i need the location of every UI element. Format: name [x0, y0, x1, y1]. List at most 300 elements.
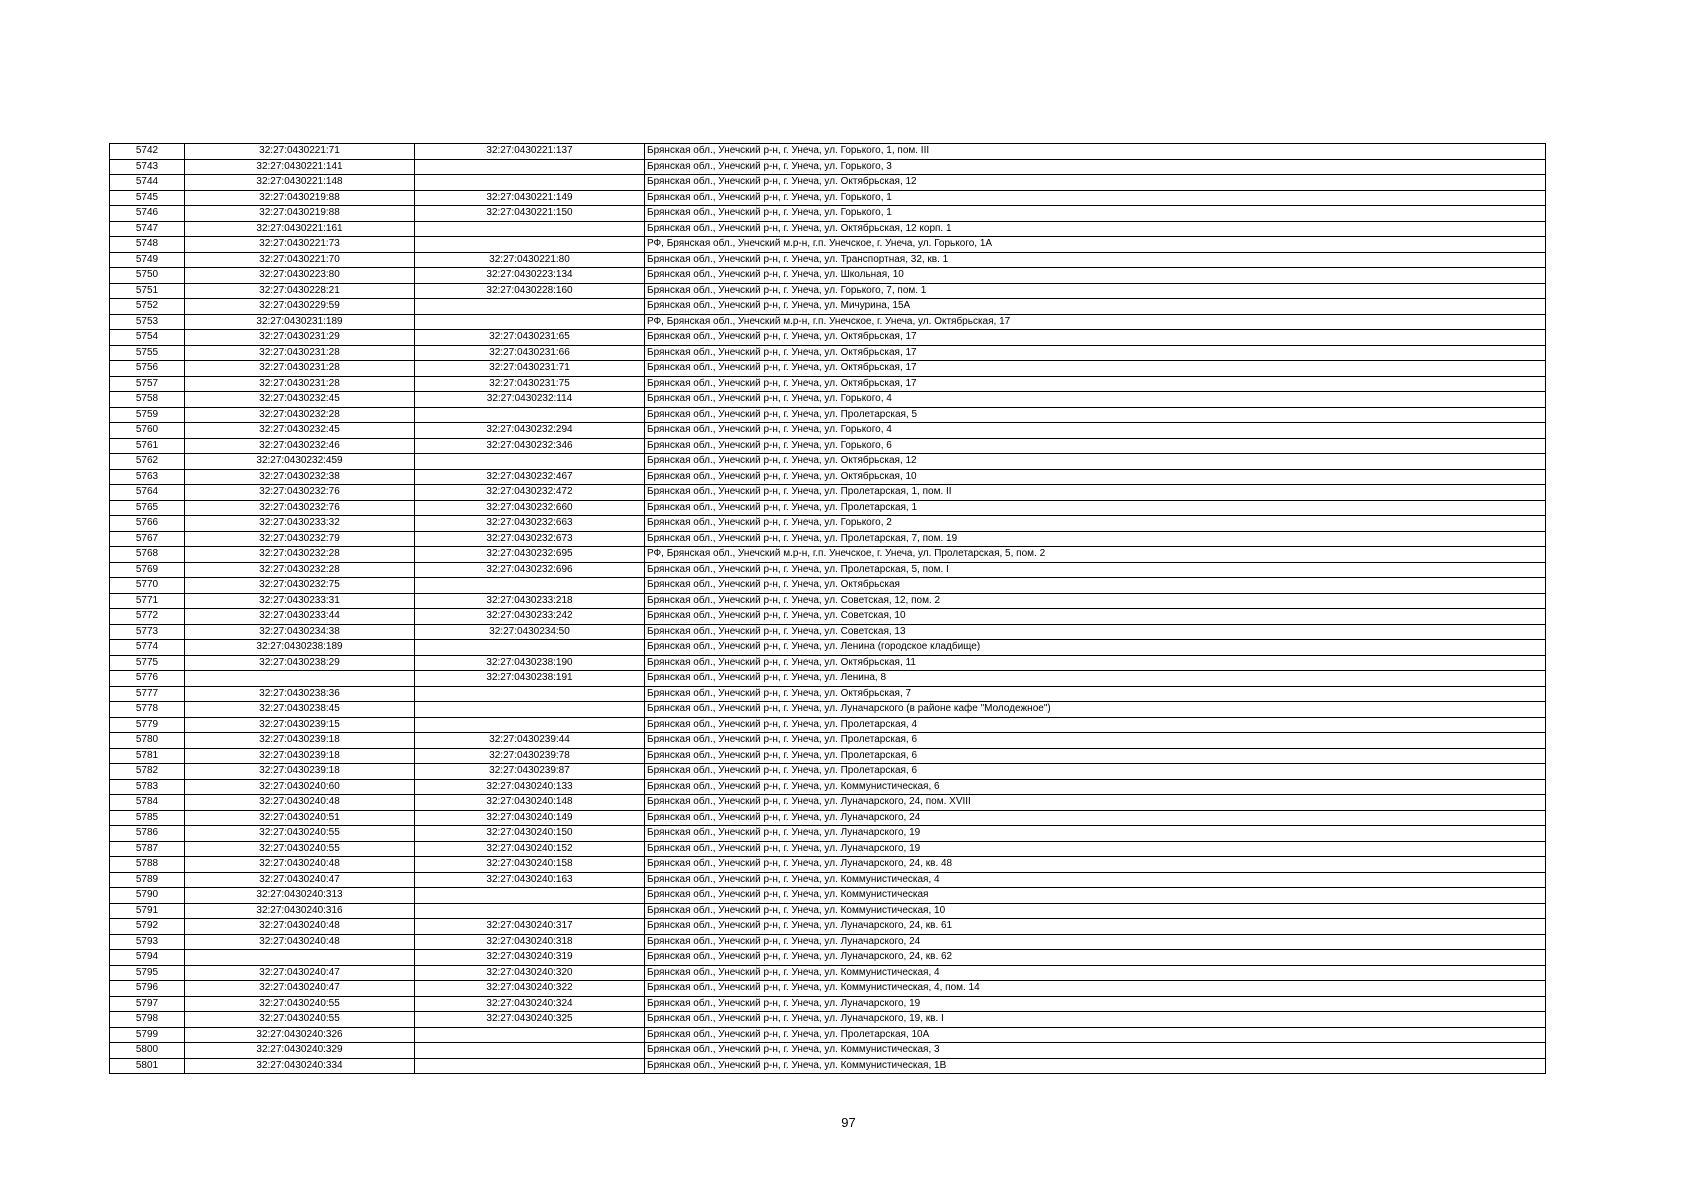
table-row [110, 500, 1546, 516]
table-row [110, 454, 1546, 470]
object-cadastral-cell: 32:27:0430231:75 [415, 376, 645, 392]
row-number-cell: 5768 [110, 547, 185, 563]
object-cadastral-cell [415, 314, 645, 330]
row-number-cell: 5758 [110, 392, 185, 408]
row-number-cell: 5782 [110, 764, 185, 780]
row-number-cell: 5794 [110, 950, 185, 966]
table-row [110, 609, 1546, 625]
table-row [110, 624, 1546, 640]
row-number-cell: 5789 [110, 872, 185, 888]
table-row [110, 547, 1546, 563]
row-number-cell: 5793 [110, 934, 185, 950]
address-cell: Брянская обл., Унечский р-н, г. Унеча, ул. Октябрьская, 7 [645, 686, 1546, 702]
row-number-cell: 5763 [110, 469, 185, 485]
parcel-cadastral-cell: 32:27:0430239:18 [185, 748, 415, 764]
address-cell: Брянская обл., Унечский р-н, г. Унеча, ул. Коммунистическая [645, 888, 1546, 904]
address-cell: Брянская обл., Унечский р-н, г. Унеча, ул. Мичурина, 15А [645, 299, 1546, 315]
parcel-cadastral-cell: 32:27:0430221:71 [185, 144, 415, 160]
parcel-cadastral-cell: 32:27:0430221:148 [185, 175, 415, 191]
parcel-cadastral-cell: 32:27:0430238:189 [185, 640, 415, 656]
address-cell: Брянская обл., Унечский р-н, г. Унеча, ул. Горького, 4 [645, 423, 1546, 439]
table-row [110, 159, 1546, 175]
object-cadastral-cell [415, 578, 645, 594]
address-cell: Брянская обл., Унечский р-н, г. Унеча, ул. Коммунистическая, 4 [645, 872, 1546, 888]
address-cell: Брянская обл., Унечский р-н, г. Унеча, ул. Октябрьская, 12 [645, 175, 1546, 191]
row-number-cell: 5778 [110, 702, 185, 718]
parcel-cadastral-cell: 32:27:0430219:88 [185, 190, 415, 206]
address-cell: Брянская обл., Унечский р-н, г. Унеча, ул. Пролетарская, 5, пом. I [645, 562, 1546, 578]
table-row [110, 950, 1546, 966]
parcel-cadastral-cell: 32:27:0430240:48 [185, 934, 415, 950]
address-cell: Брянская обл., Унечский р-н, г. Унеча, ул. Луначарского, 24, кв. 61 [645, 919, 1546, 935]
table-row [110, 1058, 1546, 1074]
table-row [110, 144, 1546, 160]
parcel-cadastral-cell: 32:27:0430232:28 [185, 407, 415, 423]
address-cell: Брянская обл., Унечский р-н, г. Унеча, ул. Коммунистическая, 4, пом. 14 [645, 981, 1546, 997]
address-cell: Брянская обл., Унечский р-н, г. Унеча, ул. Пролетарская, 6 [645, 733, 1546, 749]
parcel-cadastral-cell: 32:27:0430238:36 [185, 686, 415, 702]
parcel-cadastral-cell: 32:27:0430240:326 [185, 1027, 415, 1043]
object-cadastral-cell [415, 159, 645, 175]
row-number-cell: 5786 [110, 826, 185, 842]
row-number-cell: 5772 [110, 609, 185, 625]
row-number-cell: 5780 [110, 733, 185, 749]
table-row [110, 578, 1546, 594]
table-row [110, 841, 1546, 857]
row-number-cell: 5761 [110, 438, 185, 454]
row-number-cell: 5775 [110, 655, 185, 671]
address-cell: Брянская обл., Унечский р-н, г. Унеча, ул. Октябрьская, 17 [645, 330, 1546, 346]
parcel-cadastral-cell: 32:27:0430240:47 [185, 965, 415, 981]
object-cadastral-cell: 32:27:0430221:137 [415, 144, 645, 160]
table-row [110, 423, 1546, 439]
address-cell: Брянская обл., Унечский р-н, г. Унеча, ул. Горького, 1, пом. III [645, 144, 1546, 160]
address-cell: Брянская обл., Унечский р-н, г. Унеча, ул. Горького, 1 [645, 190, 1546, 206]
address-cell: РФ, Брянская обл., Унечский м.р-н, г.п. Унечское, г. Унеча, ул. Пролетарская, 5, пом. 2 [645, 547, 1546, 563]
row-number-cell: 5791 [110, 903, 185, 919]
table-row [110, 469, 1546, 485]
parcel-cadastral-cell: 32:27:0430239:15 [185, 717, 415, 733]
object-cadastral-cell: 32:27:0430234:50 [415, 624, 645, 640]
address-cell: Брянская обл., Унечский р-н, г. Унеча, ул. Горького, 3 [645, 159, 1546, 175]
row-number-cell: 5785 [110, 810, 185, 826]
address-cell: Брянская обл., Унечский р-н, г. Унеча, ул. Транспортная, 32, кв. 1 [645, 252, 1546, 268]
table-row [110, 702, 1546, 718]
row-number-cell: 5752 [110, 299, 185, 315]
table-row [110, 1027, 1546, 1043]
address-cell: Брянская обл., Унечский р-н, г. Унеча, ул. Луначарского, 24, кв. 62 [645, 950, 1546, 966]
table-row [110, 206, 1546, 222]
object-cadastral-cell: 32:27:0430233:218 [415, 593, 645, 609]
parcel-cadastral-cell: 32:27:0430231:28 [185, 345, 415, 361]
row-number-cell: 5747 [110, 221, 185, 237]
object-cadastral-cell: 32:27:0430231:71 [415, 361, 645, 377]
row-number-cell: 5773 [110, 624, 185, 640]
row-number-cell: 5784 [110, 795, 185, 811]
row-number-cell: 5770 [110, 578, 185, 594]
object-cadastral-cell: 32:27:0430228:160 [415, 283, 645, 299]
address-cell: Брянская обл., Унечский р-н, г. Унеча, ул. Луначарского, 19, кв. I [645, 1012, 1546, 1028]
table-row [110, 981, 1546, 997]
table-row [110, 562, 1546, 578]
parcel-cadastral-cell: 32:27:0430221:73 [185, 237, 415, 253]
table-row [110, 283, 1546, 299]
object-cadastral-cell: 32:27:0430240:150 [415, 826, 645, 842]
object-cadastral-cell [415, 1058, 645, 1074]
table-row [110, 376, 1546, 392]
row-number-cell: 5776 [110, 671, 185, 687]
parcel-cadastral-cell: 32:27:0430231:28 [185, 361, 415, 377]
table-row [110, 919, 1546, 935]
row-number-cell: 5757 [110, 376, 185, 392]
parcel-cadastral-cell: 32:27:0430239:18 [185, 733, 415, 749]
address-cell: Брянская обл., Унечский р-н, г. Унеча, ул. Октябрьская, 12 [645, 454, 1546, 470]
address-cell: Брянская обл., Унечский р-н, г. Унеча, ул. Горького, 1 [645, 206, 1546, 222]
object-cadastral-cell [415, 454, 645, 470]
parcel-cadastral-cell: 32:27:0430240:316 [185, 903, 415, 919]
object-cadastral-cell: 32:27:0430240:163 [415, 872, 645, 888]
parcel-cadastral-cell: 32:27:0430240:47 [185, 981, 415, 997]
table-row [110, 361, 1546, 377]
object-cadastral-cell: 32:27:0430232:663 [415, 516, 645, 532]
row-number-cell: 5781 [110, 748, 185, 764]
row-number-cell: 5753 [110, 314, 185, 330]
parcel-cadastral-cell: 32:27:0430232:459 [185, 454, 415, 470]
table-row [110, 221, 1546, 237]
object-cadastral-cell: 32:27:0430221:149 [415, 190, 645, 206]
row-number-cell: 5799 [110, 1027, 185, 1043]
parcel-cadastral-cell: 32:27:0430240:55 [185, 841, 415, 857]
row-number-cell: 5796 [110, 981, 185, 997]
address-cell: Брянская обл., Унечский р-н, г. Унеча, ул. Горького, 4 [645, 392, 1546, 408]
table-row [110, 392, 1546, 408]
object-cadastral-cell: 32:27:0430232:294 [415, 423, 645, 439]
table-row [110, 996, 1546, 1012]
table-row [110, 268, 1546, 284]
table-row [110, 640, 1546, 656]
table-row [110, 857, 1546, 873]
row-number-cell: 5765 [110, 500, 185, 516]
object-cadastral-cell: 32:27:0430239:87 [415, 764, 645, 780]
parcel-cadastral-cell: 32:27:0430233:31 [185, 593, 415, 609]
table-row [110, 671, 1546, 687]
object-cadastral-cell: 32:27:0430221:80 [415, 252, 645, 268]
parcel-cadastral-cell: 32:27:0430228:21 [185, 283, 415, 299]
parcel-cadastral-cell: 32:27:0430231:189 [185, 314, 415, 330]
object-cadastral-cell [415, 407, 645, 423]
row-number-cell: 5762 [110, 454, 185, 470]
table-row [110, 190, 1546, 206]
object-cadastral-cell: 32:27:0430232:114 [415, 392, 645, 408]
table-row [110, 593, 1546, 609]
address-cell: Брянская обл., Унечский р-н, г. Унеча, ул. Советская, 10 [645, 609, 1546, 625]
table-row [110, 1043, 1546, 1059]
row-number-cell: 5779 [110, 717, 185, 733]
object-cadastral-cell [415, 175, 645, 191]
object-cadastral-cell: 32:27:0430240:149 [415, 810, 645, 826]
table-row [110, 314, 1546, 330]
table-row [110, 903, 1546, 919]
object-cadastral-cell [415, 640, 645, 656]
row-number-cell: 5795 [110, 965, 185, 981]
parcel-cadastral-cell: 32:27:0430240:48 [185, 795, 415, 811]
parcel-cadastral-cell: 32:27:0430223:80 [185, 268, 415, 284]
row-number-cell: 5756 [110, 361, 185, 377]
row-number-cell: 5764 [110, 485, 185, 501]
parcel-cadastral-cell: 32:27:0430232:45 [185, 392, 415, 408]
table-row [110, 330, 1546, 346]
row-number-cell: 5767 [110, 531, 185, 547]
row-number-cell: 5783 [110, 779, 185, 795]
object-cadastral-cell: 32:27:0430232:673 [415, 531, 645, 547]
address-cell: Брянская обл., Унечский р-н, г. Унеча, ул. Пролетарская, 6 [645, 748, 1546, 764]
table-row [110, 485, 1546, 501]
address-cell: Брянская обл., Унечский р-н, г. Унеча, ул. Пролетарская, 10А [645, 1027, 1546, 1043]
parcel-cadastral-cell: 32:27:0430240:55 [185, 826, 415, 842]
row-number-cell: 5787 [110, 841, 185, 857]
row-number-cell: 5790 [110, 888, 185, 904]
table-row [110, 345, 1546, 361]
address-cell: Брянская обл., Унечский р-н, г. Унеча, ул. Октябрьская [645, 578, 1546, 594]
address-cell: Брянская обл., Унечский р-н, г. Унеча, ул. Ленина, 8 [645, 671, 1546, 687]
object-cadastral-cell [415, 702, 645, 718]
address-cell: Брянская обл., Унечский р-н, г. Унеча, ул. Октябрьская, 12 корп. 1 [645, 221, 1546, 237]
address-cell: Брянская обл., Унечский р-н, г. Унеча, ул. Горького, 6 [645, 438, 1546, 454]
address-cell: Брянская обл., Унечский р-н, г. Унеча, ул. Луначарского, 24 [645, 934, 1546, 950]
parcel-cadastral-cell [185, 671, 415, 687]
object-cadastral-cell [415, 1027, 645, 1043]
address-cell: Брянская обл., Унечский р-н, г. Унеча, ул. Октябрьская, 17 [645, 361, 1546, 377]
parcel-cadastral-cell: 32:27:0430240:313 [185, 888, 415, 904]
row-number-cell: 5750 [110, 268, 185, 284]
parcel-cadastral-cell: 32:27:0430240:55 [185, 996, 415, 1012]
table-row [110, 175, 1546, 191]
table-body [110, 144, 1546, 1074]
object-cadastral-cell: 32:27:0430239:44 [415, 733, 645, 749]
object-cadastral-cell: 32:27:0430240:152 [415, 841, 645, 857]
parcel-cadastral-cell: 32:27:0430221:161 [185, 221, 415, 237]
parcel-cadastral-cell: 32:27:0430238:45 [185, 702, 415, 718]
object-cadastral-cell: 32:27:0430240:320 [415, 965, 645, 981]
parcel-cadastral-cell: 32:27:0430221:70 [185, 252, 415, 268]
address-cell: Брянская обл., Унечский р-н, г. Унеча, ул. Пролетарская, 1 [645, 500, 1546, 516]
parcel-cadastral-cell: 32:27:0430231:29 [185, 330, 415, 346]
object-cadastral-cell: 32:27:0430240:158 [415, 857, 645, 873]
parcel-cadastral-cell: 32:27:0430240:48 [185, 919, 415, 935]
parcel-cadastral-cell: 32:27:0430229:59 [185, 299, 415, 315]
address-cell: Брянская обл., Унечский р-н, г. Унеча, ул. Луначарского, 19 [645, 841, 1546, 857]
object-cadastral-cell: 32:27:0430240:324 [415, 996, 645, 1012]
row-number-cell: 5771 [110, 593, 185, 609]
row-number-cell: 5774 [110, 640, 185, 656]
parcel-cadastral-cell: 32:27:0430240:55 [185, 1012, 415, 1028]
address-cell: Брянская обл., Унечский р-н, г. Унеча, ул. Пролетарская, 5 [645, 407, 1546, 423]
object-cadastral-cell: 32:27:0430232:472 [415, 485, 645, 501]
object-cadastral-cell [415, 888, 645, 904]
address-cell: Брянская обл., Унечский р-н, г. Унеча, ул. Коммунистическая, 4 [645, 965, 1546, 981]
parcel-cadastral-cell: 32:27:0430240:334 [185, 1058, 415, 1074]
address-cell: Брянская обл., Унечский р-н, г. Унеча, ул. Луначарского (в районе кафе "Молодежное") [645, 702, 1546, 718]
address-cell: Брянская обл., Унечский р-н, г. Унеча, ул. Пролетарская, 1, пом. II [645, 485, 1546, 501]
row-number-cell: 5744 [110, 175, 185, 191]
object-cadastral-cell: 32:27:0430232:346 [415, 438, 645, 454]
address-cell: Брянская обл., Унечский р-н, г. Унеча, ул. Октябрьская, 10 [645, 469, 1546, 485]
address-cell: РФ, Брянская обл., Унечский м.р-н, г.п. Унечское, г. Унеча, ул. Горького, 1А [645, 237, 1546, 253]
object-cadastral-cell [415, 237, 645, 253]
address-cell: Брянская обл., Унечский р-н, г. Унеча, ул. Пролетарская, 4 [645, 717, 1546, 733]
table-row [110, 516, 1546, 532]
parcel-cadastral-cell [185, 950, 415, 966]
object-cadastral-cell: 32:27:0430238:191 [415, 671, 645, 687]
parcel-cadastral-cell: 32:27:0430238:29 [185, 655, 415, 671]
address-cell: РФ, Брянская обл., Унечский м.р-н, г.п. Унечское, г. Унеча, ул. Октябрьская, 17 [645, 314, 1546, 330]
object-cadastral-cell [415, 903, 645, 919]
object-cadastral-cell: 32:27:0430240:148 [415, 795, 645, 811]
row-number-cell: 5746 [110, 206, 185, 222]
table-row [110, 872, 1546, 888]
table-row [110, 826, 1546, 842]
row-number-cell: 5788 [110, 857, 185, 873]
object-cadastral-cell [415, 299, 645, 315]
row-number-cell: 5792 [110, 919, 185, 935]
object-cadastral-cell: 32:27:0430240:317 [415, 919, 645, 935]
parcel-cadastral-cell: 32:27:0430219:88 [185, 206, 415, 222]
address-cell: Брянская обл., Унечский р-н, г. Унеча, ул. Октябрьская, 17 [645, 345, 1546, 361]
row-number-cell: 5754 [110, 330, 185, 346]
address-cell: Брянская обл., Унечский р-н, г. Унеча, ул. Пролетарская, 6 [645, 764, 1546, 780]
parcel-cadastral-cell: 32:27:0430240:48 [185, 857, 415, 873]
table-row [110, 795, 1546, 811]
object-cadastral-cell: 32:27:0430240:318 [415, 934, 645, 950]
row-number-cell: 5801 [110, 1058, 185, 1074]
parcel-cadastral-cell: 32:27:0430232:79 [185, 531, 415, 547]
parcel-cadastral-cell: 32:27:0430234:38 [185, 624, 415, 640]
table-row [110, 717, 1546, 733]
table-row [110, 733, 1546, 749]
address-cell: Брянская обл., Унечский р-н, г. Унеча, ул. Октябрьская, 11 [645, 655, 1546, 671]
object-cadastral-cell: 32:27:0430240:325 [415, 1012, 645, 1028]
table-row [110, 686, 1546, 702]
parcel-cadastral-cell: 32:27:0430240:329 [185, 1043, 415, 1059]
address-cell: Брянская обл., Унечский р-н, г. Унеча, ул. Советская, 13 [645, 624, 1546, 640]
address-cell: Брянская обл., Унечский р-н, г. Унеча, ул. Луначарского, 24, пом. XVIII [645, 795, 1546, 811]
address-cell: Брянская обл., Унечский р-н, г. Унеча, ул. Коммунистическая, 10 [645, 903, 1546, 919]
table-row [110, 888, 1546, 904]
parcel-cadastral-cell: 32:27:0430232:28 [185, 562, 415, 578]
object-cadastral-cell: 32:27:0430232:695 [415, 547, 645, 563]
parcel-cadastral-cell: 32:27:0430221:141 [185, 159, 415, 175]
table-row [110, 748, 1546, 764]
parcel-cadastral-cell: 32:27:0430232:75 [185, 578, 415, 594]
parcel-cadastral-cell: 32:27:0430240:47 [185, 872, 415, 888]
parcel-cadastral-cell: 32:27:0430232:46 [185, 438, 415, 454]
table-row [110, 655, 1546, 671]
object-cadastral-cell: 32:27:0430240:322 [415, 981, 645, 997]
object-cadastral-cell: 32:27:0430223:134 [415, 268, 645, 284]
row-number-cell: 5748 [110, 237, 185, 253]
row-number-cell: 5745 [110, 190, 185, 206]
parcel-cadastral-cell: 32:27:0430232:38 [185, 469, 415, 485]
address-cell: Брянская обл., Унечский р-н, г. Унеча, ул. Ленина (городское кладбище) [645, 640, 1546, 656]
table-row [110, 764, 1546, 780]
table-row [110, 934, 1546, 950]
object-cadastral-cell [415, 717, 645, 733]
page-number: 97 [841, 1115, 856, 1130]
object-cadastral-cell: 32:27:0430232:696 [415, 562, 645, 578]
object-cadastral-cell: 32:27:0430231:65 [415, 330, 645, 346]
address-cell: Брянская обл., Унечский р-н, г. Унеча, ул. Советская, 12, пом. 2 [645, 593, 1546, 609]
parcel-cadastral-cell: 32:27:0430233:32 [185, 516, 415, 532]
object-cadastral-cell: 32:27:0430232:467 [415, 469, 645, 485]
object-cadastral-cell: 32:27:0430221:150 [415, 206, 645, 222]
table-row [110, 438, 1546, 454]
object-cadastral-cell: 32:27:0430233:242 [415, 609, 645, 625]
table-row [110, 407, 1546, 423]
parcel-cadastral-cell: 32:27:0430231:28 [185, 376, 415, 392]
table-row [110, 299, 1546, 315]
address-cell: Брянская обл., Унечский р-н, г. Унеча, ул. Коммунистическая, 1В [645, 1058, 1546, 1074]
object-cadastral-cell [415, 1043, 645, 1059]
address-cell: Брянская обл., Унечский р-н, г. Унеча, ул. Луначарского, 24, кв. 48 [645, 857, 1546, 873]
row-number-cell: 5798 [110, 1012, 185, 1028]
object-cadastral-cell [415, 686, 645, 702]
address-cell: Брянская обл., Унечский р-н, г. Унеча, ул. Пролетарская, 7, пом. 19 [645, 531, 1546, 547]
address-cell: Брянская обл., Унечский р-н, г. Унеча, ул. Горького, 7, пом. 1 [645, 283, 1546, 299]
table-row [110, 252, 1546, 268]
table-row [110, 779, 1546, 795]
address-cell: Брянская обл., Унечский р-н, г. Унеча, ул. Школьная, 10 [645, 268, 1546, 284]
address-cell: Брянская обл., Унечский р-н, г. Унеча, ул. Луначарского, 19 [645, 996, 1546, 1012]
land-registry-table [109, 143, 1546, 1074]
row-number-cell: 5742 [110, 144, 185, 160]
object-cadastral-cell: 32:27:0430231:66 [415, 345, 645, 361]
table-row [110, 237, 1546, 253]
row-number-cell: 5751 [110, 283, 185, 299]
object-cadastral-cell [415, 221, 645, 237]
address-cell: Брянская обл., Унечский р-н, г. Унеча, ул. Горького, 2 [645, 516, 1546, 532]
row-number-cell: 5749 [110, 252, 185, 268]
parcel-cadastral-cell: 32:27:0430232:76 [185, 500, 415, 516]
row-number-cell: 5755 [110, 345, 185, 361]
parcel-cadastral-cell: 32:27:0430239:18 [185, 764, 415, 780]
address-cell: Брянская обл., Унечский р-н, г. Унеча, ул. Октябрьская, 17 [645, 376, 1546, 392]
table-row [110, 965, 1546, 981]
object-cadastral-cell: 32:27:0430240:133 [415, 779, 645, 795]
table-row [110, 1012, 1546, 1028]
table-row [110, 810, 1546, 826]
parcel-cadastral-cell: 32:27:0430233:44 [185, 609, 415, 625]
parcel-cadastral-cell: 32:27:0430232:28 [185, 547, 415, 563]
address-cell: Брянская обл., Унечский р-н, г. Унеча, ул. Луначарского, 24 [645, 810, 1546, 826]
parcel-cadastral-cell: 32:27:0430232:76 [185, 485, 415, 501]
parcel-cadastral-cell: 32:27:0430232:45 [185, 423, 415, 439]
object-cadastral-cell: 32:27:0430239:78 [415, 748, 645, 764]
row-number-cell: 5759 [110, 407, 185, 423]
table-row [110, 531, 1546, 547]
row-number-cell: 5743 [110, 159, 185, 175]
address-cell: Брянская обл., Унечский р-н, г. Унеча, ул. Луначарского, 19 [645, 826, 1546, 842]
parcel-cadastral-cell: 32:27:0430240:51 [185, 810, 415, 826]
row-number-cell: 5800 [110, 1043, 185, 1059]
object-cadastral-cell: 32:27:0430232:660 [415, 500, 645, 516]
row-number-cell: 5760 [110, 423, 185, 439]
row-number-cell: 5769 [110, 562, 185, 578]
object-cadastral-cell: 32:27:0430238:190 [415, 655, 645, 671]
address-cell: Брянская обл., Унечский р-н, г. Унеча, ул. Коммунистическая, 6 [645, 779, 1546, 795]
row-number-cell: 5777 [110, 686, 185, 702]
row-number-cell: 5766 [110, 516, 185, 532]
parcel-cadastral-cell: 32:27:0430240:60 [185, 779, 415, 795]
